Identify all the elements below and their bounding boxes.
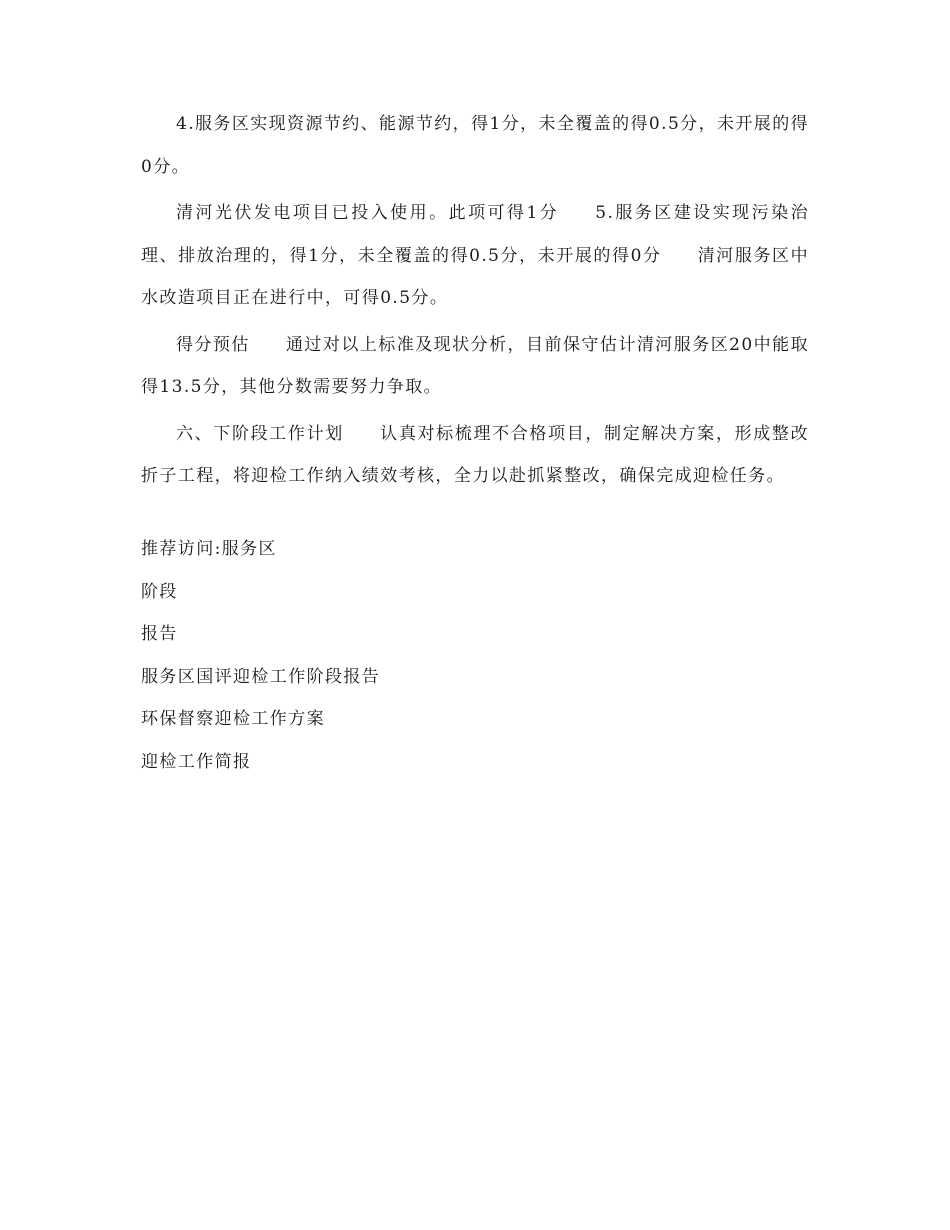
paragraph-text: 5.服务区建设实现污染治理、排放治理的，得1分，未全覆盖的得0.5分，未开展的得0分 <box>141 203 809 266</box>
recommended-link[interactable]: 迎检工作简报 <box>141 751 252 772</box>
paragraph-text: 通过对以上标准及现状分析，目前保守估计清河服务区20中能取得13.5分，其他分数需要努力争取。 <box>141 334 809 397</box>
recommended-first-line <box>141 528 809 571</box>
recommended-link[interactable]: 服务区 <box>221 539 277 559</box>
paragraph-text: 清河服务区中水改造项目正在进行中，可得0.5分。 <box>141 245 809 308</box>
recommended-link[interactable]: 环保督察迎检工作方案 <box>141 709 325 729</box>
section-heading: 得分预估 <box>176 334 250 355</box>
document-body <box>141 103 809 502</box>
recommended-link[interactable]: 服务区国评迎检工作阶段报告 <box>141 666 381 687</box>
paragraph-text: 4.服务区实现资源节约、能源节约，得1分，未全覆盖的得0.5分，未开展的得0分。 <box>141 114 809 177</box>
paragraph-score-estimate <box>141 324 809 409</box>
recommended-label: 推荐访问: <box>141 539 222 559</box>
paragraph-pollution-treatment <box>141 192 809 320</box>
paragraph-resource-saving <box>141 103 809 188</box>
recommended-links <box>141 528 809 783</box>
paragraph-text: 清河光伏发电项目已投入使用。此项可得1分 <box>176 203 560 223</box>
section-heading: 六、下阶段工作计划 <box>176 423 344 444</box>
recommended-link[interactable]: 阶段 <box>141 581 178 602</box>
recommended-link[interactable]: 报告 <box>141 624 178 644</box>
paragraph-next-plan <box>141 413 809 498</box>
paragraph-text: 认真对标梳理不合格项目，制定解决方案，形成整改折子工程，将迎检工作纳入绩效考核，全力以赴抓紧整改，确保完成迎检任务。 <box>141 423 809 486</box>
